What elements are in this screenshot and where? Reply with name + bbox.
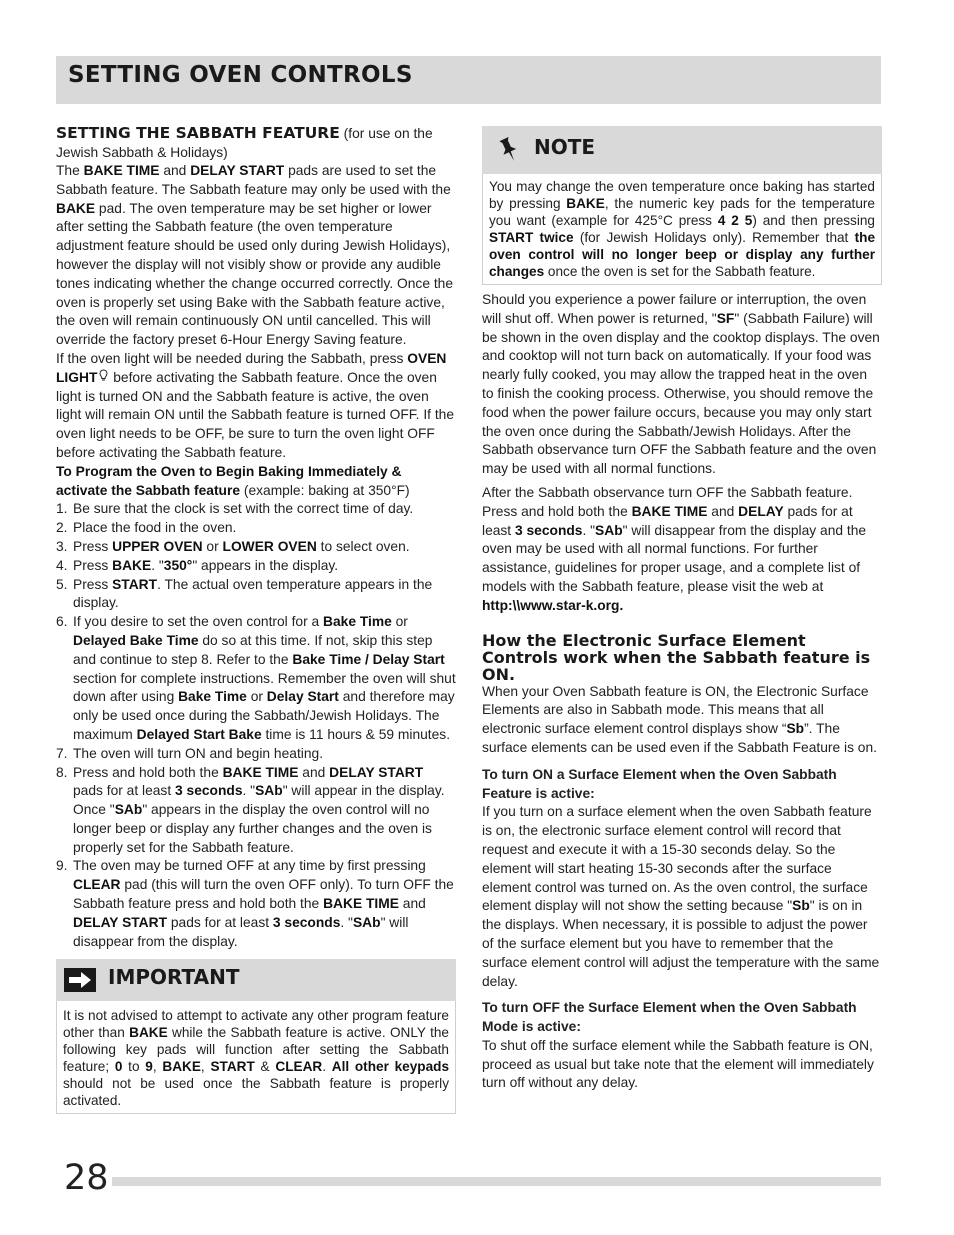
text: . " <box>151 557 164 573</box>
important-title: IMPORTANT <box>108 965 240 990</box>
bold-text: Bake Time <box>323 614 392 630</box>
text: and <box>398 896 426 912</box>
text: or <box>202 538 223 554</box>
bold-text: Sb <box>792 898 810 914</box>
power-failure-paragraph <box>482 291 882 479</box>
text: and therefore may only be used once during the Sabbath/Jewish Holidays. The maximum <box>73 689 455 742</box>
text: section for complete instructions. Remember the oven will shut down after using <box>73 670 456 705</box>
important-text <box>56 1001 456 1114</box>
text: , the numeric key pads for the temperature you want (example for 425°C press <box>489 196 875 228</box>
list-item <box>56 613 456 745</box>
text: or <box>391 614 408 630</box>
list-item <box>56 519 456 538</box>
text: pads for at least <box>167 914 273 930</box>
bold-text: START <box>112 576 158 592</box>
section-subtitle: (for use on the Jewish Sabbath & Holidays) <box>56 126 433 160</box>
sabbath-intro-paragraph <box>56 162 456 350</box>
text: " appears in the display the oven control will no longer beep or display any further changes and the oven is properly set for the Sabbath feature. <box>73 802 432 855</box>
bold-text: 3 seconds <box>272 914 341 930</box>
bold-text: START <box>210 1059 255 1075</box>
step-number: 7. <box>56 745 68 761</box>
list-item <box>56 857 456 951</box>
sabbath-off-paragraph <box>482 484 882 616</box>
header-bar <box>56 56 881 104</box>
bold-text: All other keypads <box>331 1059 450 1075</box>
note-box-header <box>482 126 882 174</box>
text: " appears in the display. <box>192 557 339 573</box>
text: while the Sabbath feature is active. ONLY the following key pads will function after setting the Sabbath feature; <box>63 1025 449 1075</box>
bold-text: BAKE <box>566 196 605 211</box>
bold-text: Sb <box>786 721 805 737</box>
text: , <box>152 1059 163 1075</box>
bold-text: OVEN LIGHT <box>56 350 447 385</box>
turn-on-paragraph <box>482 803 882 991</box>
bold-text: BAKE TIME <box>631 503 708 519</box>
bold-text: BAKE <box>112 557 152 573</box>
text: (for Jewish Holidays only). Remember that <box>573 230 855 245</box>
step-number: 6. <box>56 614 68 630</box>
important-box-header <box>56 959 456 1001</box>
bold-text: SAb <box>114 802 143 818</box>
footer-bar <box>112 1177 881 1186</box>
bold-text: 350° <box>163 557 193 573</box>
text: . " <box>340 914 353 930</box>
text: (example: baking at 350°F) <box>240 482 410 498</box>
bold-text: 4 2 5 <box>717 213 753 228</box>
text: Press <box>73 538 113 554</box>
text: before activating the Sabbath feature. Once the oven light is turned ON and the Sabbath feature is active, the oven light will remain ON until the Sabbath feature is turned OFF. If the oven light needs to be OFF, be sure to turn the oven light OFF before activating the Sabbath feature. <box>56 369 455 460</box>
text: ”. The surface elements can be used even if the Sabbath Feature is on. <box>482 721 877 755</box>
text: Place the food in the oven. <box>73 520 237 536</box>
list-item <box>56 538 456 557</box>
text: " will disappear from the display. <box>73 914 409 949</box>
text: and <box>159 163 191 178</box>
bold-text: DELAY <box>738 503 784 519</box>
step-number: 2. <box>56 520 68 536</box>
text: to <box>122 1059 146 1075</box>
bold-text: Delayed Bake Time <box>73 632 199 648</box>
text: pad. The oven temperature may be set higher or lower after setting the Sabbath feature (the oven temperature adjustment feature should be used only during Jewish Holidays), however the display will not visibly show or provide any audible tones indicating whether the change occurred correctly. Once the oven is properly set using Bake with the Sabbath feature active, the oven will remain continuously ON until cancelled. This will override the factory preset 6-Hour Energy Saving feature. <box>56 200 454 348</box>
bold-text: BAKE <box>129 1025 168 1041</box>
bold-text: 3 seconds <box>175 783 243 799</box>
turn-off-heading: To turn OFF the Surface Element when the Oven Sabbath Mode is active: <box>482 1000 857 1035</box>
bold-text: BAKE TIME <box>83 163 160 178</box>
text: " is on in the displays. When necessary, it is possible to adjust the power of the surface element but you have to remember that the surface element control will adjust the temperature with the same delay. <box>482 898 880 989</box>
list-item <box>56 576 456 614</box>
text: You may change the oven temperature once baking has started by pressing <box>489 179 875 211</box>
text: and <box>298 764 330 780</box>
bold-text: UPPER OVEN <box>112 538 203 554</box>
page-title: SETTING OVEN CONTROLS <box>68 62 413 88</box>
bold-text: Bake Time <box>178 689 247 705</box>
bold-text: Delayed Start Bake <box>136 726 262 742</box>
oven-light-paragraph <box>56 350 456 463</box>
note-title: NOTE <box>534 135 596 159</box>
text: do so at this time. If not, skip this step and continue to step 8. Refer to the <box>73 632 433 667</box>
text: Press <box>73 557 113 573</box>
arrow-right-icon <box>64 968 96 998</box>
bold-text: SF <box>716 310 735 326</box>
list-item <box>56 745 456 764</box>
text: The oven will turn ON and begin heating. <box>73 745 324 761</box>
important-box <box>56 959 456 1114</box>
bold-text: Delay Start <box>266 689 339 705</box>
text: once the oven is set for the Sabbath feature. <box>544 264 816 279</box>
bulb-icon <box>97 369 109 388</box>
bold-text: LOWER OVEN <box>222 538 317 554</box>
bold-text: SAb <box>595 522 623 538</box>
text: Press <box>73 576 113 592</box>
text: and <box>707 503 739 519</box>
left-column <box>56 124 456 1114</box>
text: It is not advised to attempt to activate any other program feature other than <box>63 1008 449 1041</box>
text: to select oven. <box>316 538 410 554</box>
turn-on-heading: To turn ON a Surface Element when the Oven Sabbath Feature is active: <box>482 766 837 801</box>
bold-text: To Program the Oven to Begin Baking Immediately & activate the Sabbath feature <box>56 463 402 498</box>
text: pads for at least <box>73 783 176 799</box>
step-number: 3. <box>56 538 68 554</box>
bold-text: DELAY START <box>73 914 168 930</box>
bold-text: 9 <box>145 1059 153 1075</box>
bold-text: CLEAR <box>73 877 121 893</box>
text: Be sure that the clock is set with the correct time of day. <box>73 501 414 517</box>
list-item <box>56 500 456 519</box>
bold-text: DELAY START <box>329 764 424 780</box>
text: , <box>200 1059 211 1075</box>
text: time is 11 hours & 59 minutes. <box>261 726 451 742</box>
text: Should you experience a power failure or interruption, the oven will shut off. When power is returned, " <box>482 292 867 326</box>
program-oven-heading <box>56 463 456 501</box>
text: . The actual oven temperature appears in the display. <box>73 576 433 611</box>
section-title: SETTING THE SABBATH FEATURE <box>56 124 340 142</box>
step-number: 8. <box>56 764 68 780</box>
step-number: 9. <box>56 858 68 874</box>
right-column <box>482 126 882 1093</box>
bold-text: SAb <box>255 783 283 799</box>
text: Press and hold both the <box>73 764 223 780</box>
pushpin-icon <box>496 136 522 170</box>
text: should not be used once the Sabbath feature is properly activated. <box>63 1076 449 1109</box>
bold-text: CLEAR <box>275 1059 323 1075</box>
sabbath-steps-list <box>56 500 456 951</box>
text: ) and then pressing <box>752 213 875 228</box>
text: pad (this will turn the oven OFF only). To turn OFF the Sabbath feature press and hold both the <box>73 877 454 912</box>
bold-text: BAKE TIME <box>222 764 299 780</box>
note-text <box>482 174 882 285</box>
list-item <box>56 764 456 858</box>
text: The oven may be turned OFF at any time by first pressing <box>73 858 426 874</box>
text: . <box>322 1059 332 1075</box>
text: " will disappear from the display and the oven may be used with all normal functions. For further assistance, guidelines for proper usage, and a complete list of models with the Sabbath feature, please visit the web at <box>482 522 867 594</box>
text: . " <box>242 783 256 799</box>
text: If the oven light will be needed during the Sabbath, press <box>56 350 408 366</box>
bold-text: BAKE <box>56 200 96 216</box>
step-number: 5. <box>56 576 68 592</box>
bold-text: START twice <box>489 230 574 245</box>
bold-text: SAb <box>352 914 381 930</box>
text: pads for at least <box>482 503 853 538</box>
text: If you desire to set the oven control for a <box>73 614 324 630</box>
surface-element-paragraph <box>482 683 882 758</box>
text: If you turn on a surface element when the oven Sabbath feature is on, the electronic surface element control will record that request and execute it with a 15-30 seconds delay. So the element will start heating 15-30 seconds after the surface element control was turned on. As the oven control, the surface element display will not show the setting because " <box>482 804 872 914</box>
text: . " <box>582 522 596 538</box>
turn-off-paragraph: To shut off the surface element while the Sabbath feature is ON, proceed as usual but take note that the element will immediately turn off without any delay. <box>482 1037 874 1091</box>
bold-text: 0 <box>114 1059 123 1075</box>
text: & <box>254 1059 276 1075</box>
surface-element-heading: How the Electronic Surface Element Controls work when the Sabbath feature is ON. <box>482 630 871 684</box>
text: The <box>56 163 84 178</box>
bold-text: Bake Time / Delay Start <box>292 651 445 667</box>
bold-text: 3 seconds <box>514 522 583 538</box>
sabbath-section-heading <box>56 124 456 162</box>
text: pads are used to set the Sabbath feature. The Sabbath feature may only be used with the <box>56 163 451 197</box>
step-number: 4. <box>56 557 68 573</box>
bold-text: the oven control will no longer beep or display any further changes <box>489 230 875 279</box>
text: " (Sabbath Failure) will be shown in the oven display and the cooktop displays. The oven and cooktop will not turn back on automatically. If your food was nearly fully cooked, you may allow the trapped heat in the oven to finish the cooking process. Otherwise, you should remove the food when the power failure occurs, because you may only start the oven once during the Sabbath/Jewish Holidays. After the Sabbath observance turn OFF the Sabbath feature and the oven may be used with all normal functions. <box>482 310 880 477</box>
list-item <box>56 557 456 576</box>
bold-text: BAKE TIME <box>323 896 399 912</box>
bold-text: BAKE <box>162 1059 201 1075</box>
note-box <box>482 126 882 285</box>
bold-text: DELAY START <box>190 163 285 178</box>
text: When your Oven Sabbath feature is ON, the Electronic Surface Elements are also in Sabbath mode. This means that all electronic surface element control displays show “ <box>482 683 869 737</box>
bold-text: http:\\www.star-k.org. <box>482 597 624 613</box>
text: or <box>246 689 267 705</box>
page-number: 28 <box>64 1158 109 1198</box>
text: After the Sabbath observance turn OFF the Sabbath feature. Press and hold both the <box>482 484 853 519</box>
text: " will appear in the display. Once " <box>73 783 445 818</box>
step-number: 1. <box>56 501 68 517</box>
